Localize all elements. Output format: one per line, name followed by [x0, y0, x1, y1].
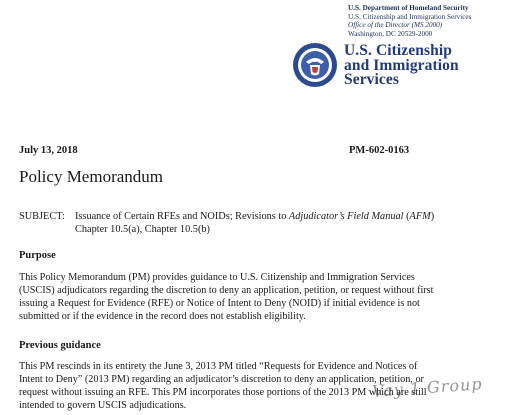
uscis-wordmark: [344, 44, 459, 88]
subject-line2: Chapter 10.5(a), Chapter 10.5(b): [75, 224, 210, 235]
previous-line: This PM rescinds in its entirety the June 3, 2013 PM titled “Requests for Evidence and Notices of: [19, 361, 418, 372]
memo-date: July 13, 2018: [19, 145, 78, 156]
watermark: Vay 1 Group: [371, 374, 484, 401]
purpose-line: submitted or if the evidence in the record does not establish eligibility.: [19, 311, 306, 322]
purpose-line: (USCIS) adjudicators regarding the discretion to deny an application, petition, or request without first: [19, 285, 434, 296]
office-name: Office of the Director (MS 2000): [348, 21, 443, 30]
memo-number: PM-602-0163: [349, 145, 410, 156]
purpose-paragraph: [19, 271, 489, 323]
memo-subject: [19, 210, 434, 236]
subject-text-pre: Issuance of Certain RFEs and NOIDs; Revisions to: [75, 211, 289, 222]
subject-paren-close: ): [430, 211, 435, 222]
uscis-wordmark-line3: Services: [344, 71, 400, 88]
memo-title: Policy Memorandum: [19, 167, 164, 186]
office-address: Washington, DC 20529-2000: [348, 29, 433, 38]
uscis-wordmark-line2: and Immigration: [344, 56, 459, 74]
uscis-wordmark-line1: U.S. Citizenship: [344, 42, 452, 59]
subject-paren-open: (: [403, 211, 410, 222]
purpose-line: issuing a Request for Evidence (RFE) or Notice of Intent to Deny (NOID) if initial evidence is not: [19, 298, 420, 309]
dhs-seal-icon: [292, 42, 338, 88]
department-name: U.S. Department of Homeland Security: [348, 4, 469, 12]
previous-guidance-heading: Previous guidance: [19, 340, 101, 351]
purpose-heading: Purpose: [19, 250, 56, 261]
purpose-line: This Policy Memorandum (PM) provides guidance to U.S. Citizenship and Immigration Services: [19, 272, 415, 283]
subject-text-italic: Adjudicator’s Field Manual: [288, 211, 404, 222]
agency-name: U.S. Citizenship and Immigration Services: [348, 12, 472, 21]
previous-line: Intent to Deny” (2013 PM) regarding an adjudicator’s discretion to deny an application, petition, or: [19, 374, 424, 385]
previous-line: intended to govern USCIS adjudications.: [19, 400, 187, 411]
subject-afm: AFM: [409, 211, 431, 222]
subject-label: SUBJECT:: [19, 211, 65, 222]
agency-header: [348, 4, 471, 38]
previous-line: request without issuing an RFE. This PM incorporates those portions of the 2013 PM which are still: [19, 387, 427, 398]
